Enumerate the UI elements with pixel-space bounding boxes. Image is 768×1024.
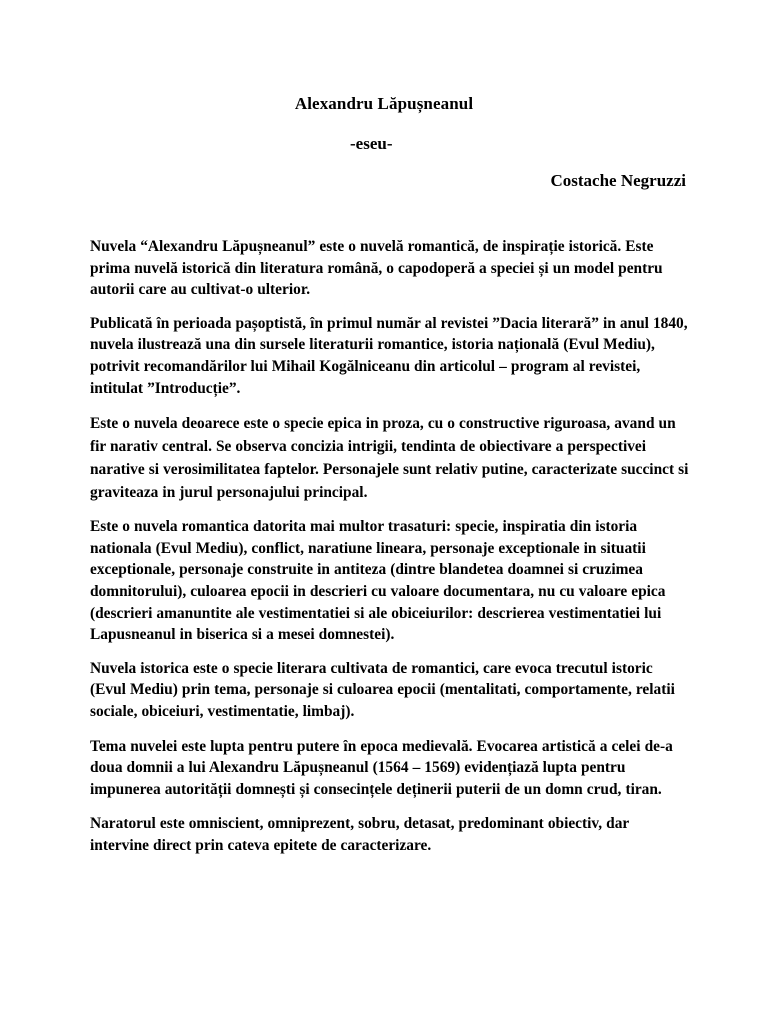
document-author: Costache Negruzzi: [550, 171, 686, 190]
document-title: Alexandru Lăpușneanul: [294, 94, 474, 113]
paragraph-romantic-traits: Este o nuvela romantica datorita mai multor trasaturi: specie, inspiratia din istoria nationala (Evul Mediu), conflict, naratiune lineara, personaje exceptionale in situatii exceptionale, personaje construite in antiteza (dintre blandetea doamnei si cruzimea domnitorului), culoarea epocii in descrieri cu valoare documentara, nu cu valoare epica (descrieri amanuntite ale vestimentatiei si ale obiceiurilor: descrierea vestimentatiei lui Lapusneanul in biserica si a mesei domnestei).: [90, 518, 666, 644]
paragraph-narrator: Naratorul este omniscient, omniprezent, sobru, detasat, predominant obiectiv, dar intervine direct prin cateva epitete de caracterizare.: [90, 815, 629, 854]
paragraph-theme: Tema nuvelei este lupta pentru putere în epoca medievală. Evocarea artistică a celei de-a doua domnii a lui Alexandru Lăpușneanul (1564 – 1569) evidențiază lupta pentru impunerea autorității domnești și consecințele deținerii puterii de un domn crud, tiran.: [90, 737, 673, 798]
paragraph-publication: Publicată în perioada pașoptistă, în primul număr al revistei ”Dacia literară” in anul 1840, nuvela ilustrează una din sursele literaturii romantice, istoria națională (Evul Mediu), potrivit recomandărilor lui Mihail Kogălniceanu din articolul – program al revistei, intitulat ”Introducție”.: [90, 314, 688, 397]
document-subtitle: -eseu-: [350, 134, 393, 153]
paragraph-intro: Nuvela “Alexandru Lăpușneanul” este o nuvelă romantică, de inspirație istorică. Este prima nuvelă istorică din literatura română, o capodoperă a speciei și un model pentru autorii care au cultivat-o ulterior.: [90, 238, 663, 299]
paragraph-historical-nuvela: Nuvela istorica este o specie literara cultivata de romantici, care evoca trecutul istoric (Evul Mediu) prin tema, personaje si culoarea epocii (mentalitati, comportamente, relatii sociale, obiceiuri, vestimentatie, limbaj).: [90, 659, 675, 720]
document-body: [90, 236, 690, 856]
paragraph-nuvela-definition: Este o nuvela deoarece este o specie epica in proza, cu o constructive riguroasa, avand un fir narativ central. Se observa concizia intrigii, tendinta de obiectivare a perspectivei narative si verosimilitatea faptelor. Personajele sunt relativ putine, caracterizate succinct si graviteaza in jurul personajului principal.: [90, 415, 689, 502]
